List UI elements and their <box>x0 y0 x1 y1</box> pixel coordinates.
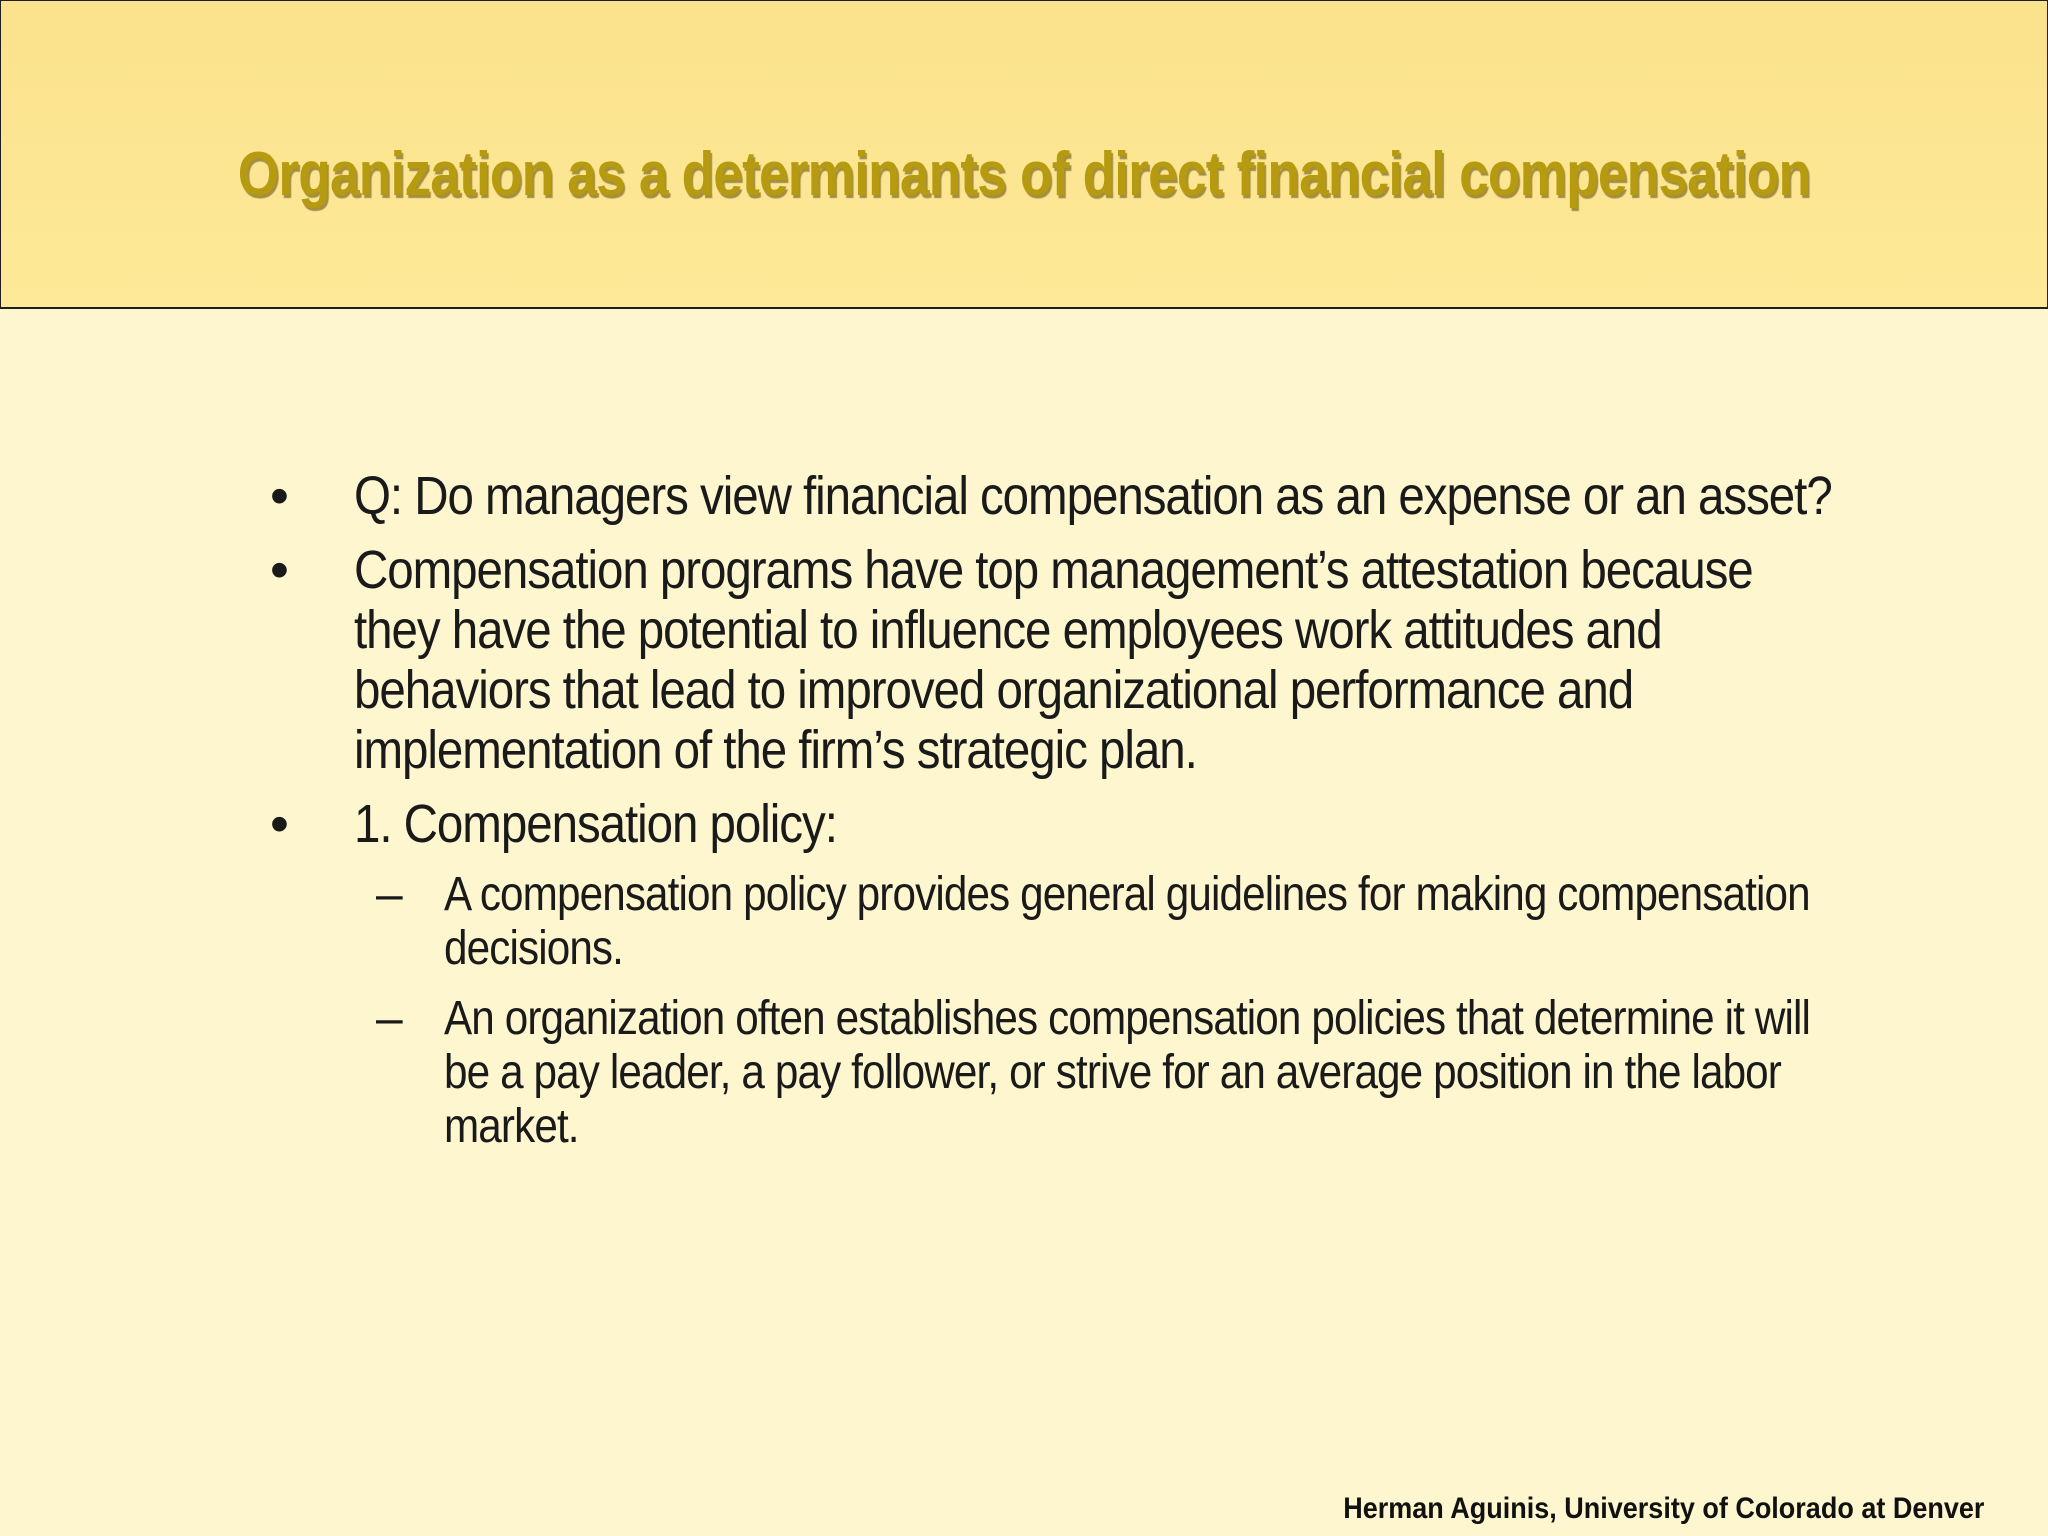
bullet-text: Q: Do managers view financial compensation as an expense or an asset? <box>354 466 1832 526</box>
sub-bullet-text: A compensation policy provides general guidelines for making compensation decisions. <box>444 868 1810 975</box>
bullet-marker: • <box>270 794 288 854</box>
sub-bullet-item <box>270 868 1910 976</box>
bullet-item <box>270 794 1910 854</box>
slide-title: Organization as a determinants of direct financial compensation <box>237 140 1811 209</box>
bullet-item <box>270 540 1910 780</box>
bullet-marker: • <box>270 466 288 526</box>
bullet-text: 1. Compensation policy: <box>354 794 837 854</box>
sub-bullet-marker: – <box>376 868 402 921</box>
bullet-text: Compensation programs have top management’s attestation because they have the potential to influence employees work attitudes and behaviors that lead to improved organizational performance and implementation of the firm’s strategic plan. <box>354 540 1753 780</box>
sub-bullet-marker: – <box>376 992 402 1045</box>
bullet-marker: • <box>270 540 288 600</box>
bullet-item <box>270 466 1910 526</box>
slide-content <box>270 466 1910 1170</box>
sub-bullet-item <box>270 992 1910 1154</box>
footer-credit: Herman Aguinis, University of Colorado at Denver <box>1342 1492 1984 1525</box>
sub-bullet-text: An organization often establishes compensation policies that determine it will be a pay leader, a pay follower, or strive for an average position in the labor market. <box>444 992 1810 1153</box>
title-bar <box>0 0 2048 309</box>
